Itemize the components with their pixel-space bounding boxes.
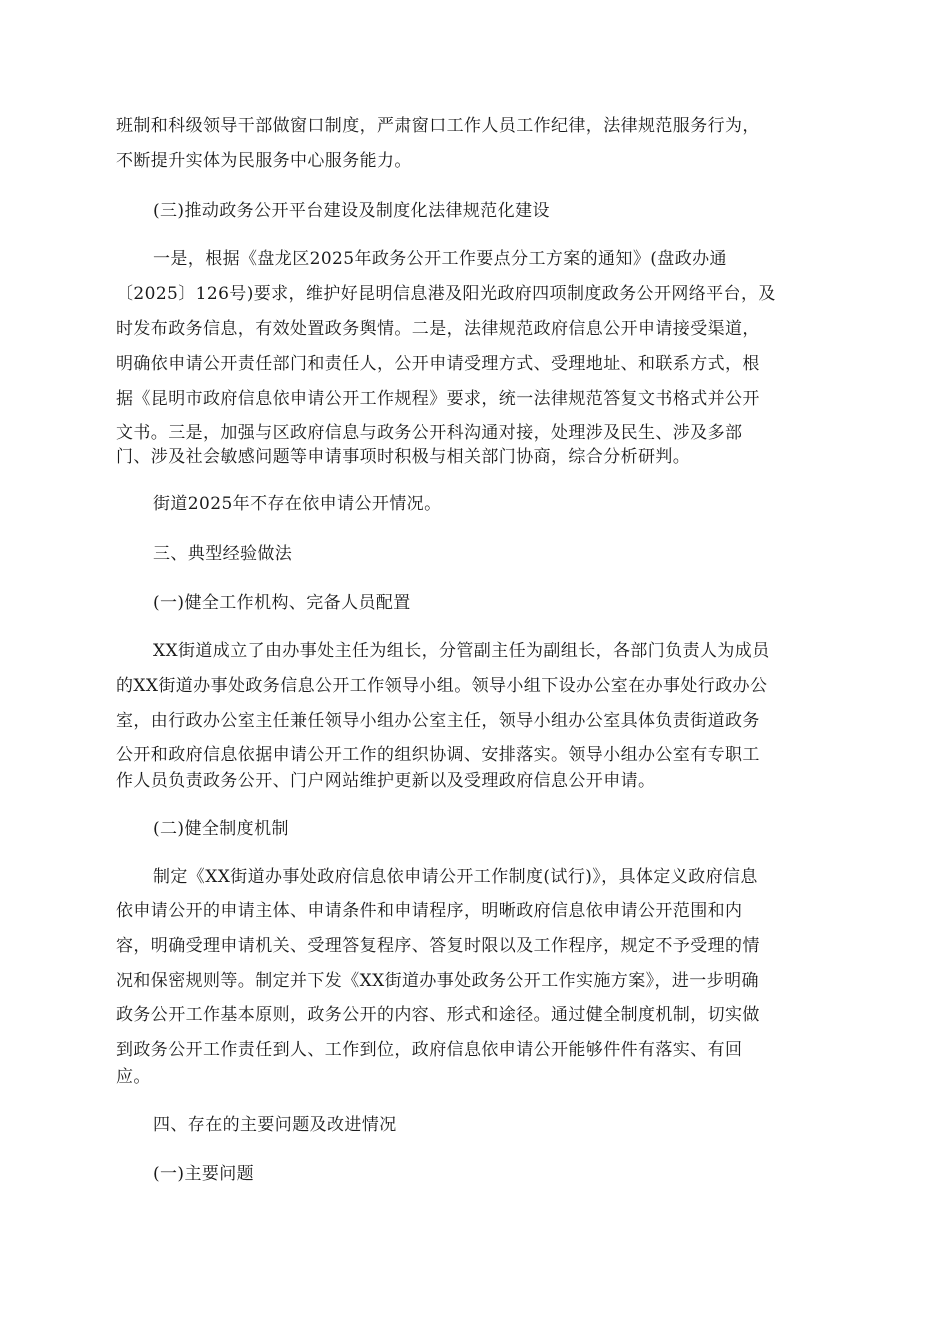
paragraph-line: 〔2025〕126号)要求，维护好昆明信息港及阳光政府四项制度政务公开网络平台，及 [116,284,776,304]
paragraph-line: 不断提升实体为民服务中心服务能力。 [116,151,412,171]
paragraph-line: 室，由行政办公室主任兼任领导小组办公室主任，领导小组办公室具体负责街道政务 [116,711,760,731]
paragraph-line: 明确依申请公开责任部门和责任人，公开申请受理方式、受理地址、和联系方式，根 [116,354,760,374]
paragraph-line: 到政务公开工作责任到人、工作到位，政府信息依申请公开能够件件有落实、有回 [116,1040,743,1060]
subsection-heading: (一)健全工作机构、完备人员配置 [153,593,411,613]
subsection-heading: (一)主要问题 [153,1164,255,1184]
paragraph-line: 班制和科级领导干部做窗口制度，严肃窗口工作人员工作纪律，法律规范服务行为， [116,116,760,136]
paragraph-line: 据《昆明市政府信息依申请公开工作规程》要求，统一法律规范答复文书格式并公开 [116,389,760,409]
paragraph-line: 公开和政府信息依据申请公开工作的组织协调、安排落实。领导小组办公室有专职工 [116,745,760,765]
section-heading: (三)推动政务公开平台建设及制度化法律规范化建设 [153,201,550,221]
paragraph-line: XX街道成立了由办事处主任为组长，分管副主任为副组长，各部门负责人为成员 [153,641,770,661]
paragraph-line: 的XX街道办事处政务信息公开工作领导小组。领导小组下设办公室在办事处行政办公 [116,676,768,696]
section-heading: 三、典型经验做法 [153,544,293,564]
paragraph-line: 作人员负责政务公开、门户网站维护更新以及受理政府信息公开申请。 [116,771,656,791]
paragraph-line: 文书。三是，加强与区政府信息与政务公开科沟通对接，处理涉及民生、涉及多部 [116,423,743,443]
section-heading: 四、存在的主要问题及改进情况 [153,1115,397,1135]
paragraph-line: 容，明确受理申请机关、受理答复程序、答复时限以及工作程序，规定不予受理的情 [116,936,760,956]
paragraph-line: 时发布政务信息，有效处置政务舆情。二是，法律规范政府信息公开申请接受渠道， [116,319,760,339]
subsection-heading: (二)健全制度机制 [153,819,289,839]
paragraph-line: 街道2025年不存在依申请公开情况。 [153,494,442,514]
paragraph-line: 制定《XX街道办事处政府信息依申请公开工作制度(试行)》，具体定义政府信息 [153,867,758,887]
paragraph-line: 应。 [116,1067,151,1087]
paragraph-line: 一是，根据《盘龙区2025年政务公开工作要点分工方案的通知》(盘政办通 [153,249,727,269]
paragraph-line: 门、涉及社会敏感问题等申请事项时积极与相关部门协商，综合分析研判。 [116,447,691,467]
paragraph-line: 依申请公开的申请主体、申请条件和申请程序，明晰政府信息依申请公开范围和内 [116,901,743,921]
paragraph-line: 政务公开工作基本原则，政务公开的内容、形式和途径。通过健全制度机制，切实做 [116,1005,760,1025]
paragraph-line: 况和保密规则等。制定并下发《XX街道办事处政务公开工作实施方案》，进一步明确 [116,971,759,991]
